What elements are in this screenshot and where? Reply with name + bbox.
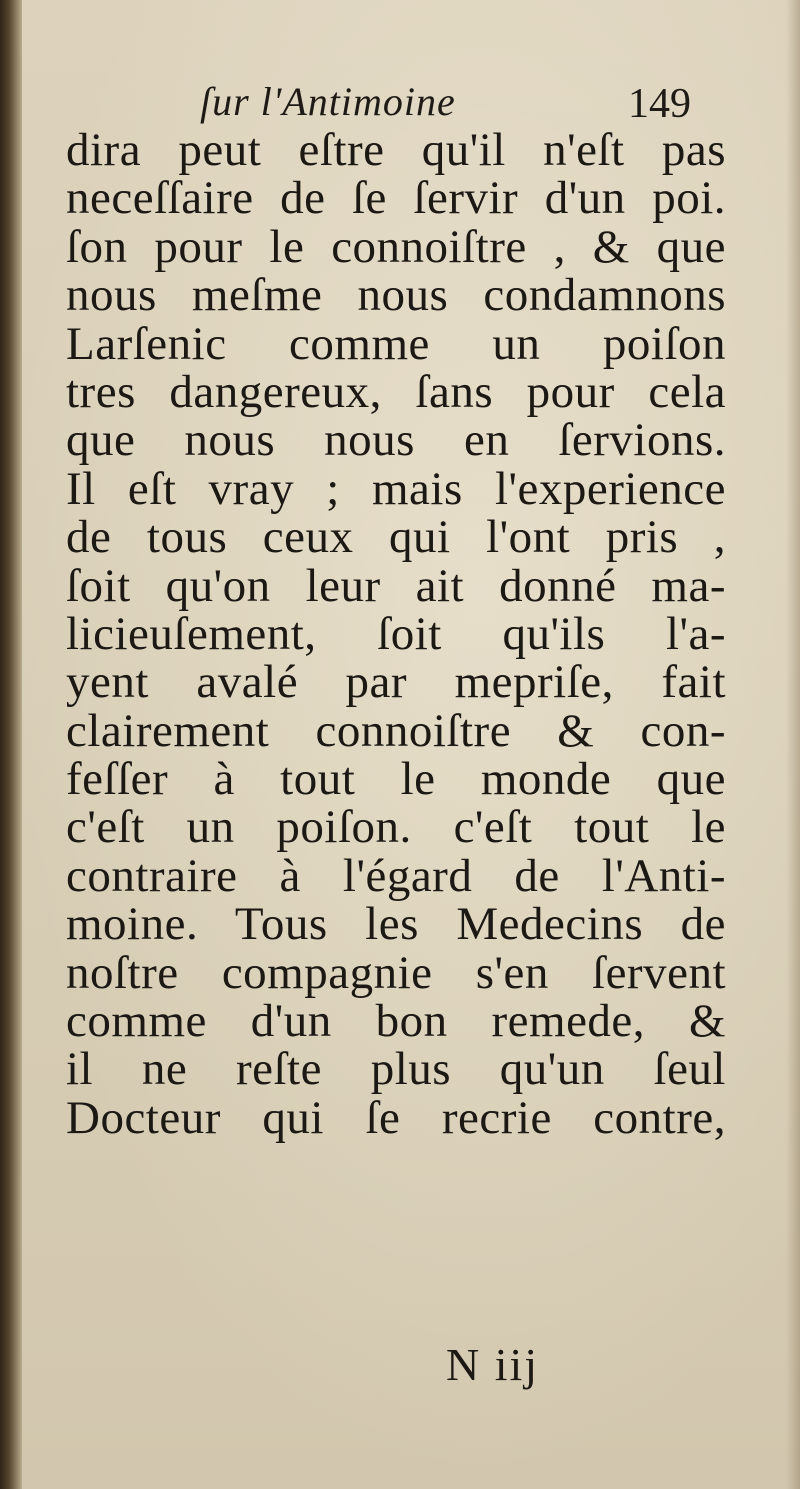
- text-line: de tous ceux qui l'ont pris ,: [66, 511, 726, 564]
- text-line: que nous nous en ſervions.: [66, 414, 726, 467]
- text-line: tres dangereux, ſans pour cela: [66, 365, 726, 418]
- text-line: contraire à l'égard de l'Anti-: [66, 849, 726, 902]
- text-line: moine. Tous les Medecins de: [66, 898, 726, 951]
- text-line: noſtre compagnie s'en ſervent: [66, 946, 726, 999]
- text-line: il ne reſte plus qu'un ſeul: [66, 1043, 726, 1096]
- text-line: comme d'un bon remede, &: [66, 995, 726, 1048]
- text-line: ſoit qu'on leur ait donné ma-: [66, 559, 726, 612]
- page-edge-shadow: [786, 0, 800, 1489]
- signature-mark: N iij: [446, 1339, 540, 1390]
- text-line: Docteur qui ſe recrie contre,: [66, 1091, 726, 1144]
- text-line: dira peut eſtre qu'il n'eſt pas: [66, 124, 726, 176]
- page-number: 149: [628, 81, 691, 127]
- text-line: ſon pour le connoiſtre , & que: [66, 220, 726, 273]
- text-line: neceſſaire de ſe ſervir d'un poi.: [66, 172, 726, 225]
- text-line: feſſer à tout le monde que: [66, 753, 726, 806]
- text-line: Il eſt vray ; mais l'experience: [66, 462, 726, 515]
- running-head: ſur l'Antimoine: [200, 79, 456, 124]
- text-line: Larſenic comme un poiſon: [66, 317, 726, 370]
- text-line: clairement connoiſtre & con-: [66, 704, 726, 757]
- text-line: licieuſement, ſoit qu'ils l'a-: [66, 607, 726, 660]
- text-line: nous meſme nous condamnons: [66, 269, 726, 322]
- text-body: [66, 126, 726, 1142]
- text-line: yent avalé par mepriſe, fait: [66, 656, 726, 709]
- binding-edge: [0, 0, 22, 1489]
- text-line: c'eſt un poiſon. c'eſt tout le: [66, 801, 726, 854]
